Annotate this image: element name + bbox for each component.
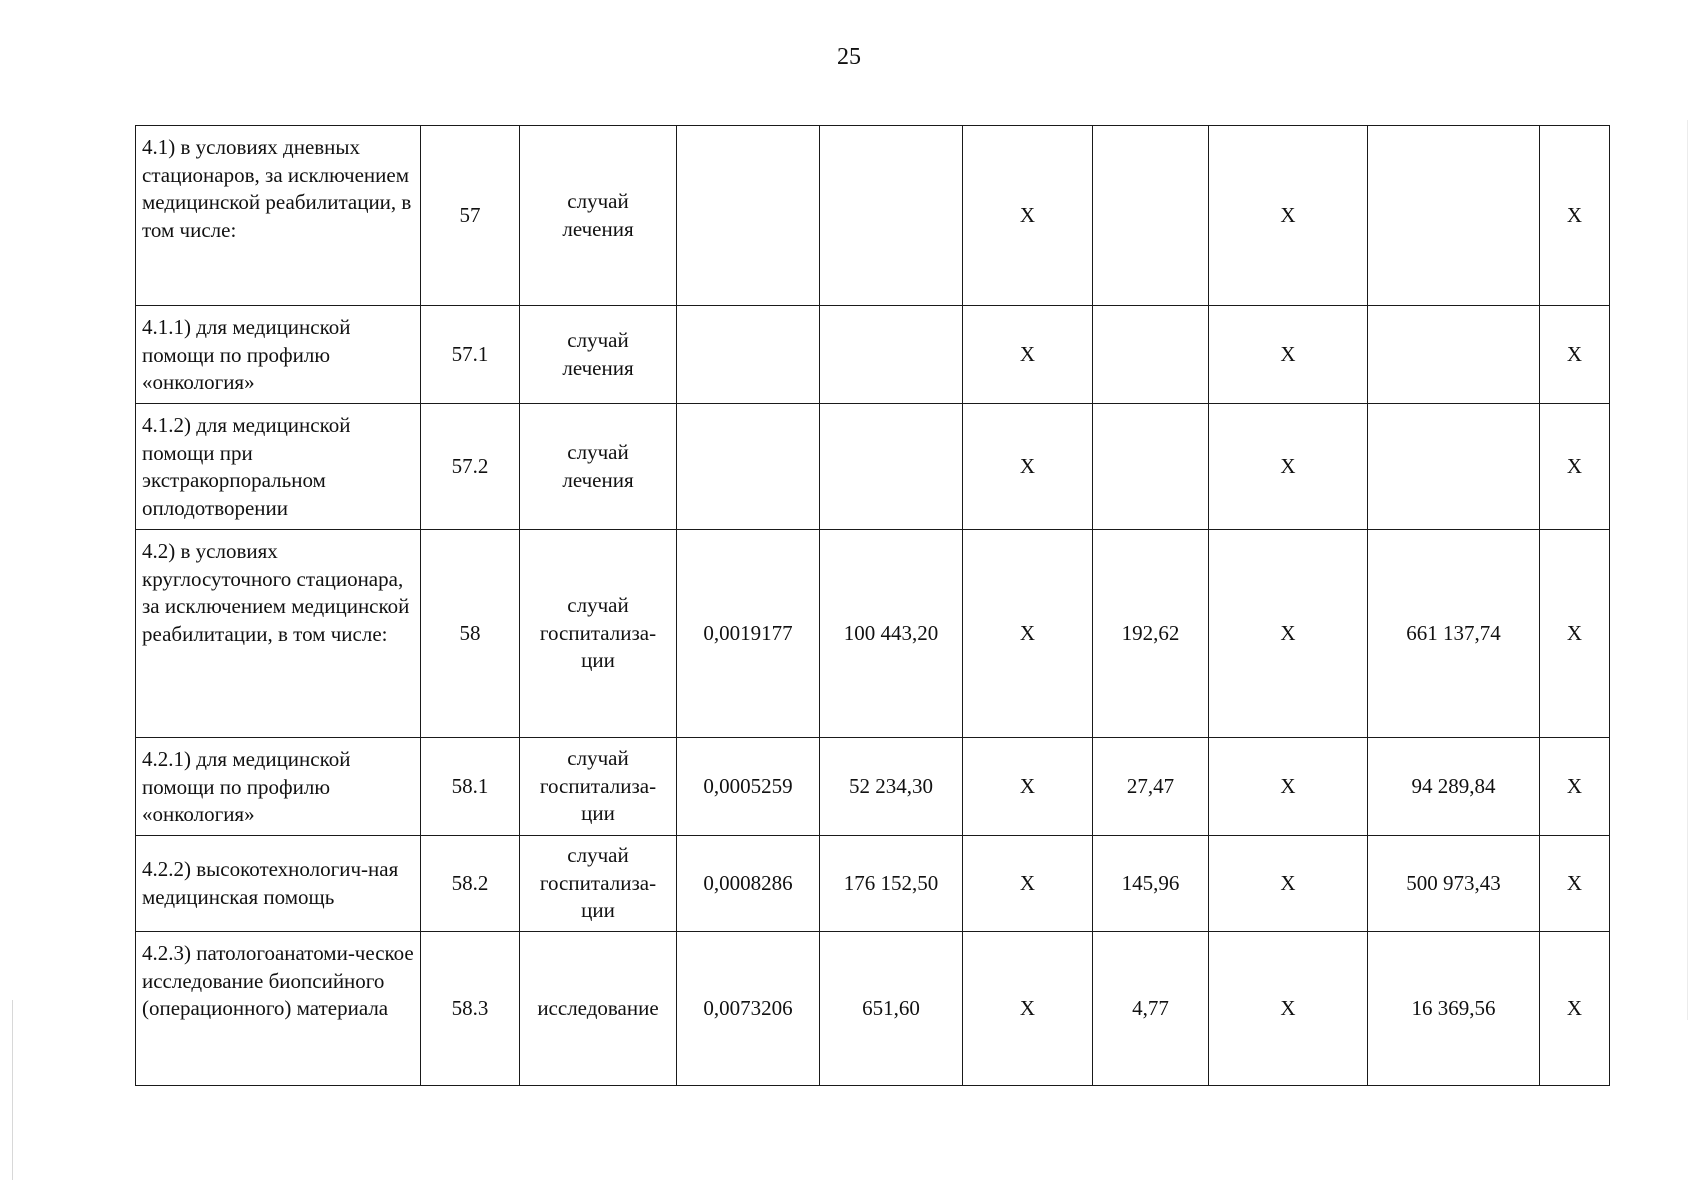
row-code: 57.1 bbox=[421, 306, 520, 404]
table-row bbox=[136, 126, 1610, 306]
row-label: 4.1.1) для медицинской помощи по профилю «онкология» bbox=[136, 306, 421, 404]
value-cell bbox=[1368, 404, 1540, 530]
value-cell: 661 137,74 bbox=[1368, 530, 1540, 738]
row-label: 4.1.2) для медицинской помощи при экстракорпоральном оплодотворении bbox=[136, 404, 421, 530]
row-code: 57 bbox=[421, 126, 520, 306]
row-label: 4.1) в условиях дневных стационаров, за исключением медицинской реабилитации, в том числе: bbox=[136, 126, 421, 306]
scan-edge-left bbox=[12, 1000, 13, 1180]
value-cell: 145,96 bbox=[1093, 836, 1209, 932]
table-row bbox=[136, 738, 1610, 836]
value-cell: 0,0005259 bbox=[677, 738, 820, 836]
data-table bbox=[135, 125, 1610, 1086]
value-cell: X bbox=[963, 126, 1093, 306]
value-cell: X bbox=[963, 836, 1093, 932]
value-cell bbox=[820, 404, 963, 530]
value-cell: X bbox=[1540, 126, 1610, 306]
value-cell: X bbox=[1209, 404, 1368, 530]
row-unit: случай лечения bbox=[520, 126, 677, 306]
value-cell bbox=[677, 306, 820, 404]
table-row bbox=[136, 404, 1610, 530]
value-cell: X bbox=[1540, 530, 1610, 738]
value-cell: 16 369,56 bbox=[1368, 932, 1540, 1086]
value-cell bbox=[677, 126, 820, 306]
row-unit: случай госпитализа-ции bbox=[520, 836, 677, 932]
value-cell: X bbox=[963, 306, 1093, 404]
value-cell bbox=[1368, 126, 1540, 306]
row-label: 4.2.1) для медицинской помощи по профилю «онкология» bbox=[136, 738, 421, 836]
value-cell: X bbox=[963, 932, 1093, 1086]
table-row bbox=[136, 306, 1610, 404]
value-cell: 500 973,43 bbox=[1368, 836, 1540, 932]
row-code: 58 bbox=[421, 530, 520, 738]
value-cell: 27,47 bbox=[1093, 738, 1209, 836]
row-code: 58.3 bbox=[421, 932, 520, 1086]
value-cell: X bbox=[1209, 932, 1368, 1086]
value-cell bbox=[1093, 404, 1209, 530]
page-number: 25 bbox=[837, 44, 861, 70]
scan-edge-right bbox=[1687, 120, 1688, 1020]
value-cell bbox=[677, 404, 820, 530]
row-unit: случай лечения bbox=[520, 306, 677, 404]
row-unit: случай госпитализа-ции bbox=[520, 530, 677, 738]
value-cell: 94 289,84 bbox=[1368, 738, 1540, 836]
value-cell bbox=[820, 306, 963, 404]
row-label: 4.2) в условиях круглосуточного стационара, за исключением медицинской реабилитации, в том числе: bbox=[136, 530, 421, 738]
value-cell: 192,62 bbox=[1093, 530, 1209, 738]
value-cell: 0,0019177 bbox=[677, 530, 820, 738]
value-cell: X bbox=[1540, 306, 1610, 404]
row-code: 58.1 bbox=[421, 738, 520, 836]
row-unit: случай госпитализа-ции bbox=[520, 738, 677, 836]
value-cell: X bbox=[1209, 306, 1368, 404]
table-row bbox=[136, 932, 1610, 1086]
value-cell: X bbox=[1209, 836, 1368, 932]
value-cell: X bbox=[963, 738, 1093, 836]
value-cell: 0,0008286 bbox=[677, 836, 820, 932]
row-unit: случай лечения bbox=[520, 404, 677, 530]
value-cell bbox=[1093, 126, 1209, 306]
value-cell: 0,0073206 bbox=[677, 932, 820, 1086]
row-label: 4.2.2) высокотехнологич-ная медицинская помощь bbox=[136, 836, 421, 932]
table-row bbox=[136, 836, 1610, 932]
value-cell: 4,77 bbox=[1093, 932, 1209, 1086]
value-cell: 176 152,50 bbox=[820, 836, 963, 932]
value-cell: X bbox=[1540, 404, 1610, 530]
value-cell: X bbox=[963, 404, 1093, 530]
value-cell: X bbox=[1540, 836, 1610, 932]
value-cell: 100 443,20 bbox=[820, 530, 963, 738]
table-row bbox=[136, 530, 1610, 738]
value-cell: X bbox=[1540, 932, 1610, 1086]
value-cell bbox=[1093, 306, 1209, 404]
value-cell: X bbox=[1209, 126, 1368, 306]
value-cell bbox=[820, 126, 963, 306]
row-code: 58.2 bbox=[421, 836, 520, 932]
row-code: 57.2 bbox=[421, 404, 520, 530]
value-cell: 52 234,30 bbox=[820, 738, 963, 836]
value-cell: X bbox=[1540, 738, 1610, 836]
value-cell: 651,60 bbox=[820, 932, 963, 1086]
value-cell: X bbox=[963, 530, 1093, 738]
row-label: 4.2.3) патологоанатоми-ческое исследование биопсийного (операционного) материала bbox=[136, 932, 421, 1086]
value-cell: X bbox=[1209, 738, 1368, 836]
value-cell bbox=[1368, 306, 1540, 404]
row-unit: исследование bbox=[520, 932, 677, 1086]
value-cell: X bbox=[1209, 530, 1368, 738]
